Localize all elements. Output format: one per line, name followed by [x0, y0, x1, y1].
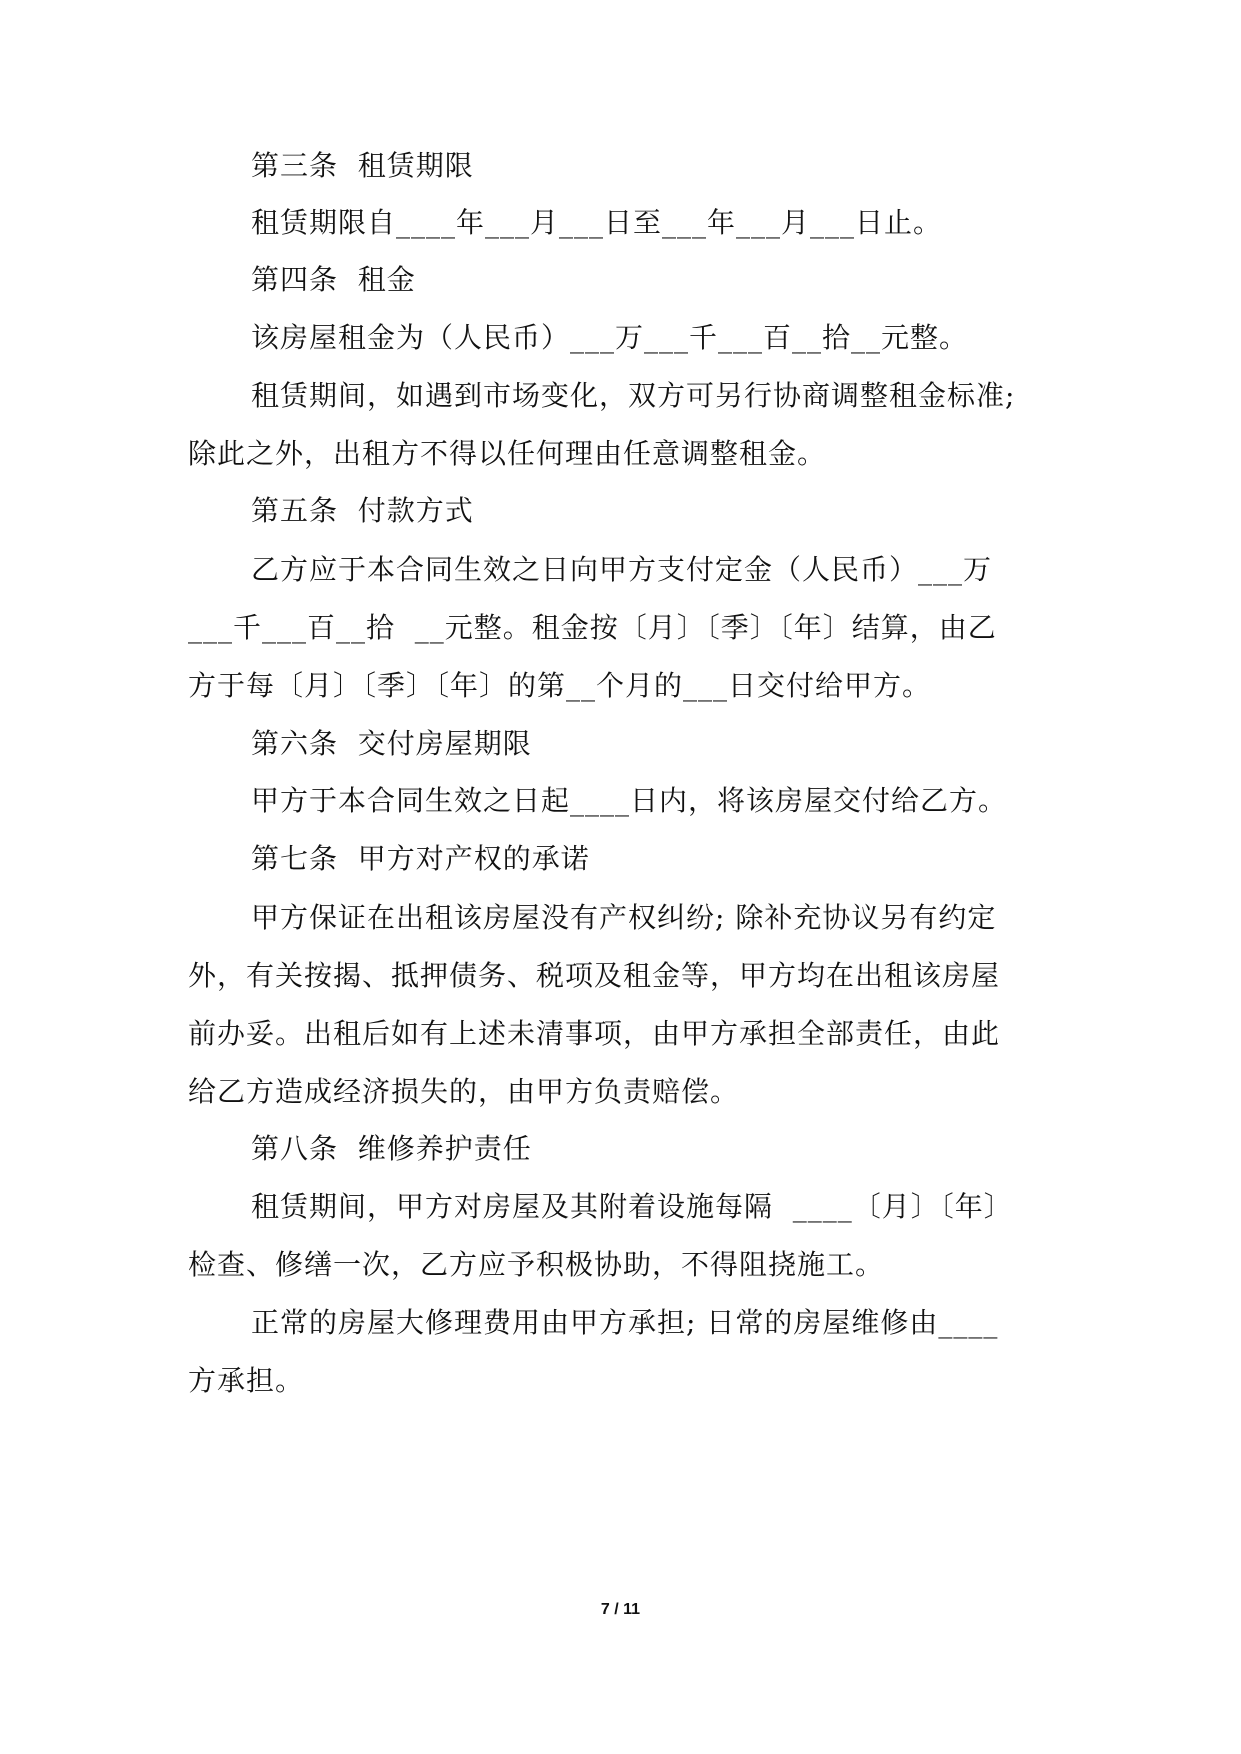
article-4-text-line-1: 该房屋租金为（人民币）___万___千___百__拾__元整。	[251, 321, 969, 354]
article-6-text: 甲方于本合同生效之日起____日内，将该房屋交付给乙方。	[251, 784, 1008, 817]
article-8-heading: 第八条 维修养护责任	[251, 1132, 532, 1165]
article-8-text-line-2: 检查、修缮一次，乙方应予积极协助，不得阻挠施工。	[188, 1248, 885, 1281]
article-7-text-line-3: 前办妥。出租后如有上述未清事项，由甲方承担全部责任，由此	[188, 1017, 1001, 1050]
article-4-text-line-3: 除此之外，出租方不得以任何理由任意调整租金。	[188, 437, 827, 470]
article-6-heading: 第六条 交付房屋期限	[251, 727, 532, 760]
article-8-text-line-3: 正常的房屋大修理费用由甲方承担; 日常的房屋维修由____	[251, 1306, 999, 1339]
article-7-heading: 第七条 甲方对产权的承诺	[251, 842, 590, 875]
article-7-text-line-2: 外，有关按揭、抵押债务、税项及租金等，甲方均在出租该房屋	[188, 959, 1001, 992]
article-8-text-line-4: 方承担。	[188, 1364, 305, 1397]
article-4-heading: 第四条 租金	[251, 263, 416, 296]
article-7-text-line-1: 甲方保证在出租该房屋没有产权纠纷; 除补充协议另有约定	[251, 901, 997, 934]
article-5-heading: 第五条 付款方式	[251, 494, 474, 527]
article-3-heading: 第三条 租赁期限	[251, 149, 474, 182]
article-5-text-line-1: 乙方应于本合同生效之日向甲方支付定金（人民币）___万	[251, 553, 993, 586]
page-number: 7 / 11	[600, 1601, 641, 1618]
article-5-text-line-3: 方于每〔月〕〔季〕〔年〕的第__个月的___日交付给甲方。	[188, 669, 932, 702]
article-4-text-line-2: 租赁期间，如遇到市场变化，双方可另行协商调整租金标准;	[251, 379, 1016, 412]
article-5-text-line-2: ___千___百__拾 __元整。租金按〔月〕〔季〕〔年〕结算，由乙	[188, 611, 997, 644]
article-3-text: 租赁期限自____年___月___日至___年___月___日止。	[251, 206, 943, 239]
article-7-text-line-4: 给乙方造成经济损失的，由甲方负责赔偿。	[188, 1075, 740, 1108]
article-8-text-line-1: 租赁期间，甲方对房屋及其附着设施每隔 ____〔月〕〔年〕	[251, 1190, 1013, 1223]
